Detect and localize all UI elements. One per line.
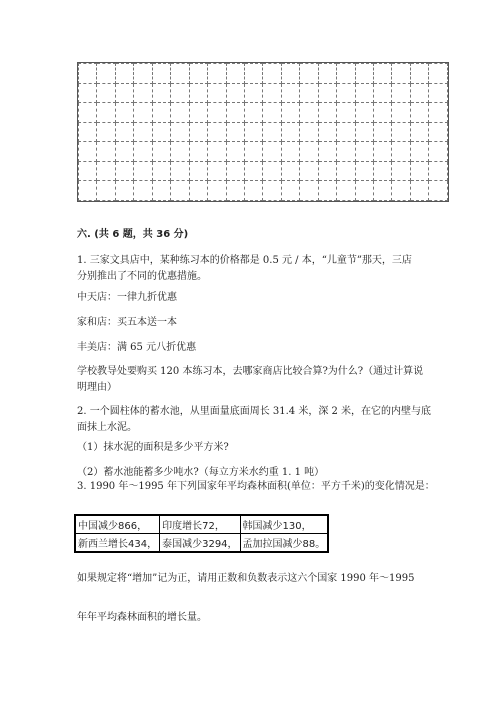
grid-cell (134, 161, 152, 181)
grid-cell (263, 142, 281, 162)
grid-row (79, 142, 448, 162)
q1-line2: 分别推出了不同的优惠措施。 (77, 271, 207, 282)
q2-line1: 2. 一个圆柱体的蓄水池，从里面量底面周长 31.4 米，深 2 米，在它的内壁与底 (77, 406, 432, 417)
writing-grid (77, 62, 449, 202)
grid-cell (318, 142, 336, 162)
grid-cell (281, 83, 299, 103)
grid-cell (392, 142, 410, 162)
grid-cell (134, 142, 152, 162)
grid-cell (208, 122, 226, 142)
grid-cell (410, 122, 428, 142)
table-cell: 泰国减少3294， (160, 534, 240, 553)
grid-cell (97, 142, 115, 162)
grid-cell (281, 161, 299, 181)
grid-cell (318, 181, 336, 201)
grid-cell (171, 64, 189, 84)
grid-cell (208, 103, 226, 123)
grid-cell (429, 103, 448, 123)
grid-cell (115, 122, 133, 142)
grid-cell (189, 122, 207, 142)
grid-cell (374, 142, 392, 162)
grid-cell (244, 122, 262, 142)
grid-cell (429, 122, 448, 142)
grid-row (79, 161, 448, 181)
grid-cell (263, 161, 281, 181)
grid-cell (318, 83, 336, 103)
grid-cell (115, 161, 133, 181)
grid-cell (189, 83, 207, 103)
grid-cell (392, 64, 410, 84)
grid-cell (263, 103, 281, 123)
grid-cell (134, 83, 152, 103)
grid-cell (318, 103, 336, 123)
grid-cell (97, 64, 115, 84)
table-cell: 韩国减少130， (240, 515, 328, 534)
grid-cell (171, 181, 189, 201)
grid-cell (392, 83, 410, 103)
grid-cell (429, 83, 448, 103)
grid-cell (152, 122, 170, 142)
grid-cell (226, 161, 244, 181)
grid-cell (208, 64, 226, 84)
q3-ask2: 年年平均森林面积的增长量。 (77, 612, 207, 623)
q2-line2: 面抹上水泥。 (77, 422, 137, 433)
grid-cell (281, 64, 299, 84)
grid-cell (410, 64, 428, 84)
grid-cell (355, 83, 373, 103)
table-cell: 印度增长72， (160, 515, 240, 534)
grid-cell (134, 103, 152, 123)
table-cell: 中国减少866， (75, 515, 160, 534)
grid-cell (410, 181, 428, 201)
grid-cell (115, 103, 133, 123)
grid-cell (171, 142, 189, 162)
grid-cell (189, 103, 207, 123)
grid-cell (226, 181, 244, 201)
grid-cell (337, 64, 355, 84)
grid-cell (79, 103, 97, 123)
grid-cell (189, 161, 207, 181)
grid-cell (392, 122, 410, 142)
grid-cell (300, 161, 318, 181)
grid-cell (300, 64, 318, 84)
grid-cell (410, 103, 428, 123)
grid-row (79, 103, 448, 123)
q3-ask1: 如果规定将“增加”记为正，请用正数和负数表示这六个国家 1990 年～1995 (77, 573, 415, 584)
grid-cell (392, 181, 410, 201)
grid-cell (97, 103, 115, 123)
grid-cell (189, 181, 207, 201)
grid-cell (244, 142, 262, 162)
grid-cell (429, 181, 448, 201)
grid-cell (189, 64, 207, 84)
grid-cell (208, 83, 226, 103)
grid-cell (171, 161, 189, 181)
grid-cell (171, 122, 189, 142)
grid-cell (318, 64, 336, 84)
q1-ask1: 学校教导处要购买 120 本练习本，去哪家商店比较合算?为什么?（通过计算说 (77, 366, 424, 377)
grid-cell (281, 181, 299, 201)
grid-row (79, 64, 448, 84)
grid-cell (410, 83, 428, 103)
grid-cell (79, 161, 97, 181)
grid-cell (244, 83, 262, 103)
grid-cell (97, 181, 115, 201)
grid-row (79, 83, 448, 103)
grid-cell (134, 64, 152, 84)
grid-cell (374, 181, 392, 201)
q3-intro: 3. 1990 年～1995 年下列国家年平均森林面积(单位：平方千米)的变化情况是： (77, 481, 435, 492)
grid-cell (429, 161, 448, 181)
grid-cell (374, 83, 392, 103)
grid-cell (208, 181, 226, 201)
grid-cell (115, 83, 133, 103)
table-cell: 孟加拉国减少88。 (240, 534, 328, 553)
grid-cell (97, 122, 115, 142)
grid-cell (263, 83, 281, 103)
grid-cell (355, 122, 373, 142)
q2-sub2: （2）蓄水池能蓄多少吨水?（每立方米水约重 1. 1 吨） (77, 467, 325, 478)
table-cell: 新西兰增长434， (75, 534, 160, 553)
grid-cell (152, 142, 170, 162)
grid-cell (392, 161, 410, 181)
grid-cell (97, 83, 115, 103)
grid-cell (300, 83, 318, 103)
grid-cell (300, 103, 318, 123)
grid-cell (355, 161, 373, 181)
grid-cell (79, 122, 97, 142)
grid-cell (281, 103, 299, 123)
grid-cell (244, 181, 262, 201)
grid-cell (355, 103, 373, 123)
grid-cell (79, 64, 97, 84)
q1-ask2: 明理由） (77, 382, 117, 393)
grid-cell (374, 103, 392, 123)
grid-cell (115, 64, 133, 84)
q1-store1: 中天店：一律九折优惠 (77, 292, 177, 303)
forest-area-table (74, 514, 329, 553)
grid-cell (226, 122, 244, 142)
grid-cell (374, 122, 392, 142)
q1-store3: 丰美店：满 65 元八折优惠 (77, 342, 197, 353)
grid-cell (318, 122, 336, 142)
grid-cell (208, 161, 226, 181)
table-row (75, 515, 328, 534)
grid-cell (152, 64, 170, 84)
grid-cell (134, 181, 152, 201)
grid-row (79, 122, 448, 142)
grid-cell (226, 103, 244, 123)
grid-cell (429, 142, 448, 162)
q2-sub1: （1）抹水泥的面积是多少平方米? (77, 442, 229, 453)
grid-cell (171, 83, 189, 103)
grid-cell (171, 103, 189, 123)
grid-cell (189, 142, 207, 162)
grid-cell (337, 142, 355, 162)
grid-cell (115, 142, 133, 162)
grid-cell (226, 64, 244, 84)
grid-cell (410, 142, 428, 162)
grid-cell (337, 103, 355, 123)
grid-cell (79, 83, 97, 103)
grid-row (79, 181, 448, 201)
grid-cell (337, 161, 355, 181)
grid-cell (300, 181, 318, 201)
grid-cell (281, 122, 299, 142)
grid-cell (429, 64, 448, 84)
grid-cell (355, 181, 373, 201)
grid-cell (244, 64, 262, 84)
grid-cell (374, 64, 392, 84)
grid-cell (152, 161, 170, 181)
grid-cell (263, 181, 281, 201)
grid-cell (300, 142, 318, 162)
grid-cell (318, 161, 336, 181)
grid-cell (337, 122, 355, 142)
grid-cell (79, 181, 97, 201)
grid-cell (374, 161, 392, 181)
writing-grid-table (78, 63, 448, 201)
grid-cell (392, 103, 410, 123)
grid-cell (226, 83, 244, 103)
grid-cell (244, 161, 262, 181)
grid-cell (134, 122, 152, 142)
grid-cell (152, 103, 170, 123)
grid-cell (281, 142, 299, 162)
grid-cell (410, 161, 428, 181)
grid-cell (152, 181, 170, 201)
grid-cell (337, 181, 355, 201)
grid-cell (263, 64, 281, 84)
grid-cell (97, 161, 115, 181)
grid-cell (115, 181, 133, 201)
q1-store2: 家和店：买五本送一本 (77, 317, 177, 328)
grid-cell (208, 142, 226, 162)
grid-cell (152, 83, 170, 103)
grid-cell (263, 122, 281, 142)
section-title: 六. (共 6 题，共 36 分) (77, 229, 189, 240)
grid-cell (79, 142, 97, 162)
grid-cell (337, 83, 355, 103)
q1-line1: 1. 三家文具店中，某种练习本的价格都是 0.5 元 / 本，“儿童节”那天，三店 (77, 255, 412, 266)
grid-cell (226, 142, 244, 162)
grid-cell (355, 64, 373, 84)
grid-cell (244, 103, 262, 123)
grid-cell (355, 142, 373, 162)
grid-cell (300, 122, 318, 142)
table-row (75, 534, 328, 553)
